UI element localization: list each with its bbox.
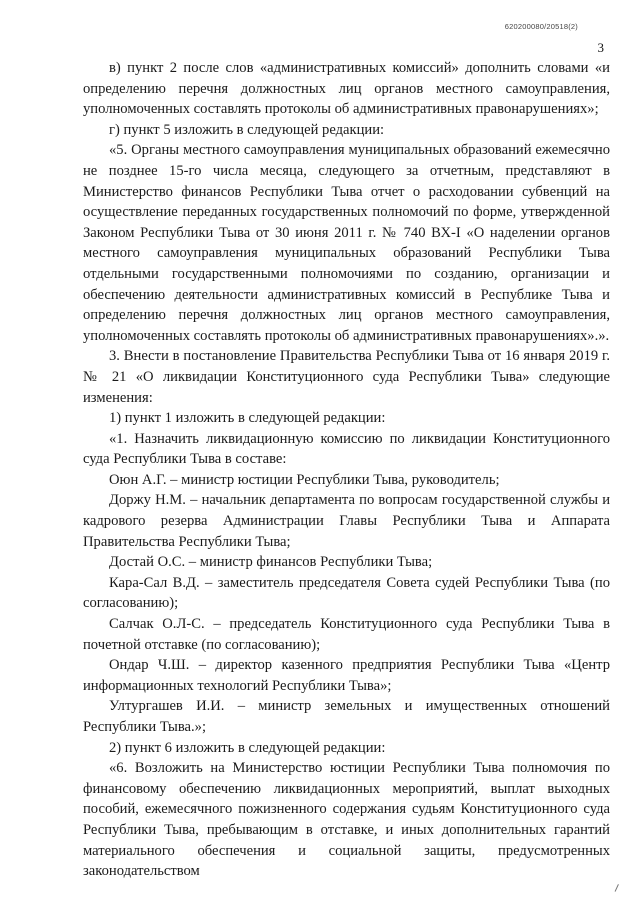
paragraph: 2) пункт 6 изложить в следующей редакции: — [109, 739, 386, 756]
scan-mark — [615, 884, 624, 894]
paragraph: Ултургашев И.И. – министр земельных и имущественных отношений Республики Тыва.»; — [83, 698, 610, 735]
paragraph: Салчак О.Л-С. – председатель Конституционного суда Республики Тыва в почетной отставке (по согласованию); — [83, 616, 610, 653]
paragraph: в) пункт 2 после слов «административных комиссий» дополнить словами «и определению перечня должностных лиц органов местного самоуправления, уполномоченных составлять протоколы об административных правонарушениях»; — [83, 60, 610, 118]
paragraph: 3. Внести в постановление Правительства Республики Тыва от 16 января 2019 г. № 21 «О ликвидации Конституционного суда Республики Тыва» следующие изменения: — [83, 348, 610, 406]
paragraph: Ондар Ч.Ш. – директор казенного предприятия Республики Тыва «Центр информационных технологий Республики Тыва»; — [83, 657, 610, 694]
paragraph: Оюн А.Г. – министр юстиции Республики Тыва, руководитель; — [109, 471, 500, 488]
paragraph: 1) пункт 1 изложить в следующей редакции: — [109, 410, 386, 427]
document-body — [83, 58, 610, 882]
paragraph: «5. Органы местного самоуправления муниципальных образований ежемесячно не позднее 15-го числа месяца, следующего за отчетным, представляют в Министерство финансов Республики Тыва отчет о расходовании субвенций на осуществление переданных государственных полномочий по форме, утвержденной Законом Республики Тыва от 30 июня 2011 г. № 740 ВХ-I «О наделении органов местного самоуправления муниципальных образований Республики Тыва отдельными государственными полномочиями по созданию, организации и обеспечению деятельности административных комиссий в Республике Тыва и определению перечня должностных лиц органов местного самоуправления, уполномоченных составлять протоколы об административных правонарушениях».». — [83, 142, 610, 344]
page-number: 3 — [597, 40, 604, 55]
paragraph: Достай О.С. – министр финансов Республики Тыва; — [109, 554, 433, 571]
paragraph: «1. Назначить ликвидационную комиссию по ликвидации Конституционного суда Республики Тыва в составе: — [83, 430, 610, 468]
document-number: 620200080/20518(2) — [504, 22, 578, 31]
paragraph: Доржу Н.М. – начальник департамента по вопросам государственной службы и кадрового резерва Администрации Главы Республики Тыва и Аппарата Правительства Республики Тыва; — [83, 492, 610, 550]
paragraph: Кара-Сал В.Д. – заместитель председателя Совета судей Республики Тыва (по согласованию); — [83, 574, 610, 612]
paragraph: «6. Возложить на Министерство юстиции Республики Тыва полномочия по финансовому обеспечению ликвидационных мероприятий, выплат выходных пособий, ежемесячного пожизненного содержания судьям Конституционного суда Республики Тыва, пребывающим в отставке, и иных дополнительных гарантий материального обеспечения и социальной защиты, предусмотренных законодательством — [83, 760, 610, 880]
paragraph: г) пункт 5 изложить в следующей редакции: — [109, 121, 385, 138]
